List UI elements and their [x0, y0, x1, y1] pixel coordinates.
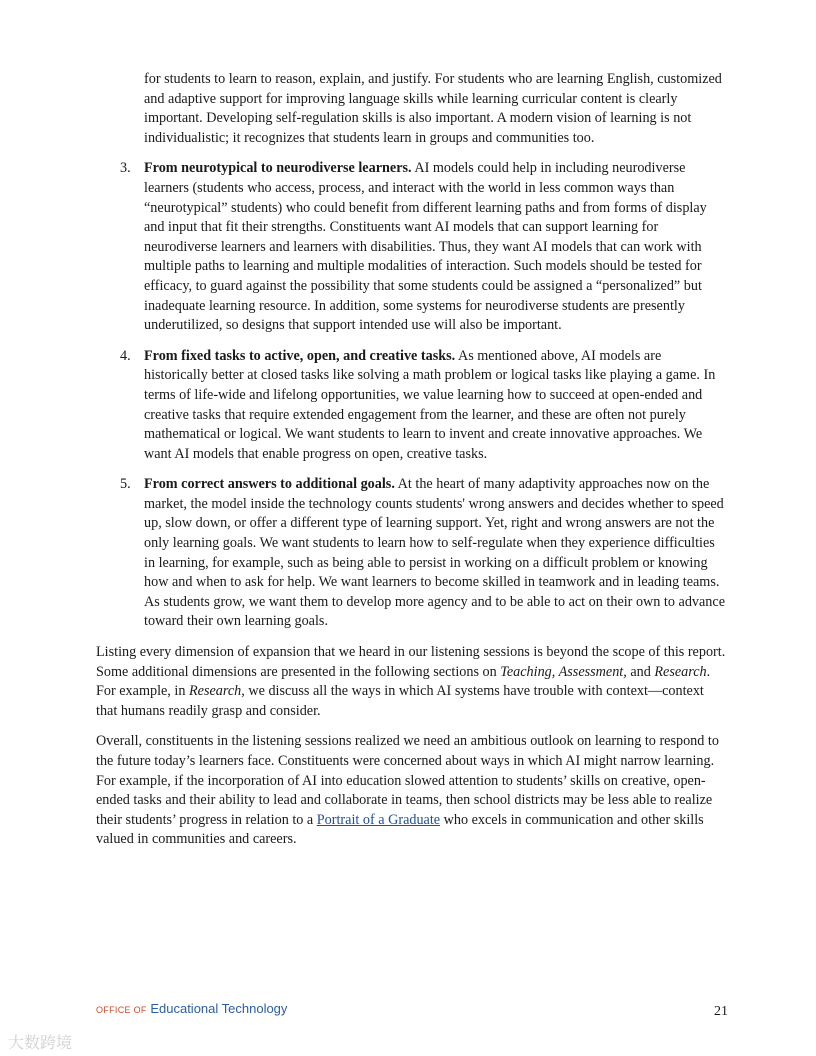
list-continuation-paragraph: for students to learn to reason, explain, and justify. For students who are learning English, customized and adaptive support for improving language skills while learning curricular content is clearly important. Developing self-regulation skills is also important. A modern vision of learning is not individualistic; it recognizes that students learn in groups and communities too.: [144, 71, 722, 146]
list-number: 3.: [120, 160, 131, 177]
list-item-5: [96, 475, 728, 632]
list-number: 4.: [120, 347, 131, 364]
page-footer: [96, 1001, 728, 1021]
list-item-3: [96, 159, 728, 335]
research-emphasis-2: Research: [189, 683, 242, 700]
portrait-of-a-graduate-link[interactable]: Portrait of a Graduate: [316, 811, 441, 828]
list-item-text: [144, 159, 728, 335]
research-emphasis: Research: [654, 663, 707, 680]
scope-paragraph: Listing every dimension of expansion that we heard in our listening sessions is beyond the scope of this report. Some additional dimensions are presented in the following sections on Teaching, Assessment, and Research. For example, in Research, we discuss all the ways in which AI systems have trouble with context—context that humans readily grasp and consider.: [96, 644, 726, 719]
brand-educational-technology: Educational Technology: [150, 1001, 288, 1016]
list-item-4: [96, 347, 728, 465]
list-item-title: From neurotypical to neurodiverse learners.: [144, 160, 412, 177]
list-item-body: As mentioned above, AI models are historically better at closed tasks like solving a math problem or logical tasks like playing a game. In terms of life-wide and lifelong opportunities, we value learning how to succeed at open-ended and creative tasks that require extended engagement from the learner, and these are often not purely mathematical or logical. We want students to learn to invent and create innovative approaches. We want AI models that enable progress on open, creative tasks.: [144, 347, 716, 462]
outlook-paragraph: Overall, constituents in the listening sessions realized we need an ambitious outlook on learning to respond to the future today’s learners face. Constituents were concerned about ways in which AI might narrow learning. For example, if the incorporation of AI into education slowed attention to students’ skills on creative, open-ended tasks and their ability to lead and collaborate in teams, then school districts may be less able to realize their students’ progress in relation to a Portrait of a Graduate who excels in communication and other skills valued in communities and careers.: [96, 733, 719, 848]
list-item-title: From fixed tasks to active, open, and creative tasks.: [144, 347, 456, 364]
list-number: 5.: [120, 476, 131, 493]
list-item-text: [144, 475, 728, 632]
office-of-educational-technology-logo: [96, 1001, 287, 1016]
list-item-body: At the heart of many adaptivity approaches now on the market, the model inside the technology counts students' wrong answers and decides whether to speed up, slow down, or offer a different type of learning support. Yet, right and wrong answers are not the only learning goals. We want students to learn how to self-regulate when they experience difficulties in learning, for example, such as being able to persist in working on a difficult problem or knowing how and when to ask for help. We want learners to become skilled in teamwork and in leading teams. As students grow, we want them to develop more agency and to be able to act on their own to advance toward their own learning goals.: [144, 476, 725, 630]
list-item-title: From correct answers to additional goals.: [144, 476, 395, 493]
page-content: [96, 70, 728, 861]
list-item-text: [144, 347, 728, 465]
teaching-assessment-emphasis: Teaching, Assessment,: [500, 663, 627, 680]
list-item-body: AI models could help in including neurodiverse learners (students who access, process, and interact with the world in less common ways than “neurotypical” students) who could benefit from different learning paths and from forms of display and input that fit their strengths. Constituents want AI models that can support learning for neurodiverse learners and learners with disabilities. Thus, they want AI models that can work with multiple paths to learning and multiple modalities of interaction. Such models should be tested for efficacy, to guard against the possibility that some students could be assigned a “personalized” but inadequate learning resource. In addition, some systems for neurodiverse students are presently underutilized, so designs that support intended use will also be important.: [144, 160, 707, 334]
page-number: 21: [714, 1004, 728, 1019]
watermark: 大数跨境: [8, 1033, 73, 1052]
brand-office-of: OFFICE OF: [96, 1005, 147, 1015]
